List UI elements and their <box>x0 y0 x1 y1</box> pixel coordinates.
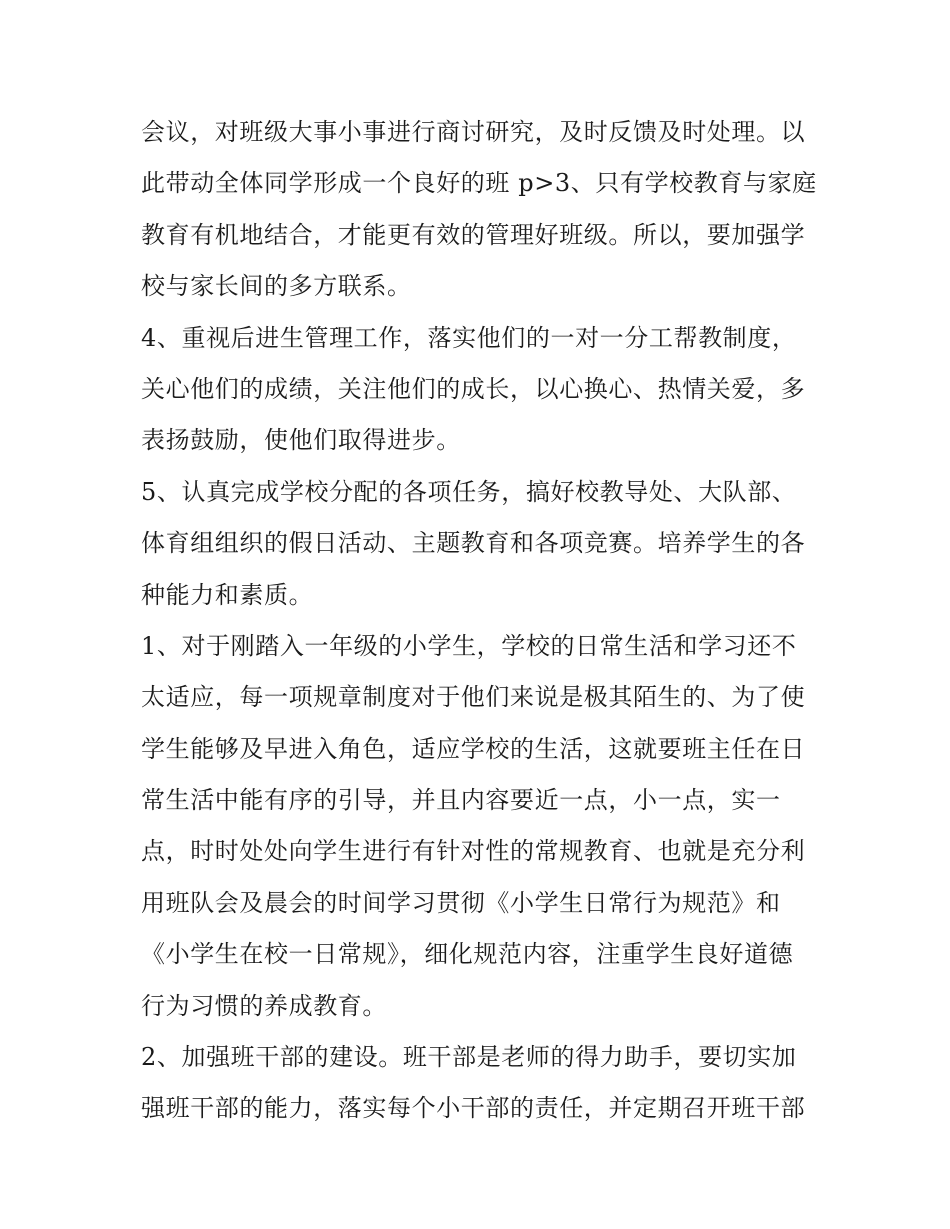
text-line: 学生能够及早进入角色，适应学校的生活，这就要班主任在日 <box>141 734 806 763</box>
text-line: 教育有机地结合，才能更有效的管理好班级。所以，要加强学 <box>141 220 806 249</box>
text-line: 表扬鼓励，使他们取得进步。 <box>141 426 461 455</box>
text-line: 体育组组织的假日活动、主题教育和各项竞赛。培养学生的各 <box>141 529 806 558</box>
text-line: 行为习惯的养成教育。 <box>141 991 387 1020</box>
text-line: 《小学生在校一日常规》，细化规范内容，注重学生良好道德 <box>141 940 794 969</box>
text-line: 此带动全体同学形成一个良好的班 p>3、只有学校教育与家庭 <box>141 169 817 198</box>
text-line: 校与家长间的多方联系。 <box>141 272 412 301</box>
text-line: 太适应，每一项规章制度对于他们来说是极其陌生的、为了使 <box>141 683 806 712</box>
text-line: 关心他们的成绩，关注他们的成长，以心换心、热情关爱，多 <box>141 374 806 403</box>
text-line: 1、对于刚踏入一年级的小学生，学校的日常生活和学习还不 <box>141 631 797 660</box>
text-line: 点，时时处处向学生进行有针对性的常规教育、也就是充分利 <box>141 837 806 866</box>
text-line: 2、加强班干部的建设。班干部是老师的得力助手，要切实加 <box>141 1043 797 1072</box>
text-line: 4、重视后进生管理工作，落实他们的一对一分工帮教制度， <box>141 323 797 352</box>
text-line: 会议，对班级大事小事进行商讨研究，及时反馈及时处理。以 <box>141 118 806 146</box>
text-line: 5、认真完成学校分配的各项任务，搞好校教导处、大队部、 <box>141 477 797 506</box>
text-line: 用班队会及晨会的时间学习贯彻《小学生日常行为规范》和 <box>141 888 781 917</box>
text-line: 种能力和素质。 <box>141 580 314 609</box>
text-line: 强班干部的能力，落实每个小干部的责任，并定期召开班干部 <box>141 1094 806 1123</box>
body-text <box>141 107 821 1135</box>
text-line: 常生活中能有序的引导，并且内容要近一点，小一点，实一 <box>141 786 781 815</box>
